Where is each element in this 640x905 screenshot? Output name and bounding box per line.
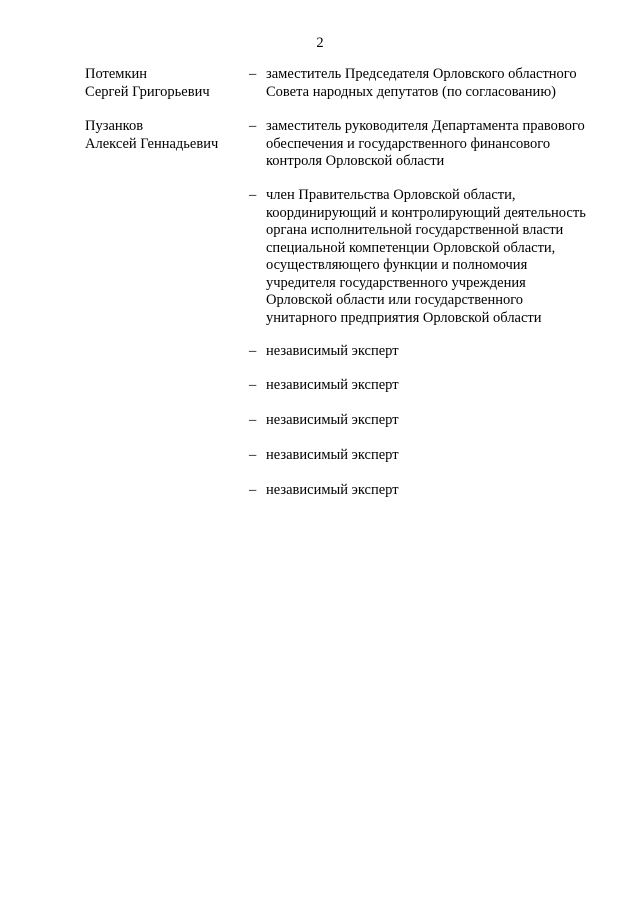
dash-separator: –: [249, 377, 257, 393]
role-line: Орловской области или государственного: [266, 292, 524, 308]
dash-separator: –: [249, 482, 257, 498]
role-line: осуществляющего функции и полномочия: [266, 257, 528, 273]
role-line: независимый эксперт: [266, 343, 399, 359]
member-name: [85, 66, 245, 101]
member-surname: Потемкин: [85, 66, 148, 82]
role-line: независимый эксперт: [266, 412, 399, 428]
member-role: [266, 377, 611, 395]
role-line: унитарного предприятия Орловской области: [266, 309, 542, 326]
member-role: [266, 412, 611, 430]
member-role: [266, 447, 611, 465]
member-given-names: Алексей Геннадьевич: [85, 135, 219, 152]
page-number: 2: [316, 35, 324, 51]
role-line: контроля Орловской области: [266, 153, 445, 169]
role-line: заместитель Председателя Орловского областного: [266, 66, 577, 82]
dash-separator: –: [249, 118, 257, 134]
role-line: обеспечения и государственного финансового: [266, 135, 551, 152]
role-line: независимый эксперт: [266, 482, 399, 498]
role-line: координирующий и контролирующий деятельность: [266, 204, 586, 221]
member-name: [85, 118, 245, 153]
role-line: независимый эксперт: [266, 447, 399, 463]
member-role: [266, 482, 611, 500]
role-line: органа исполнительной государственной власти: [266, 222, 564, 238]
dash-separator: –: [249, 343, 257, 359]
role-line: Совета народных депутатов (по согласованию): [266, 83, 556, 100]
role-line: учредителя государственного учреждения: [266, 274, 526, 291]
role-line: член Правительства Орловской области,: [266, 187, 516, 203]
member-role: [266, 66, 611, 101]
role-line: специальной компетенции Орловской области,: [266, 239, 556, 256]
role-line: независимый эксперт: [266, 377, 399, 393]
dash-separator: –: [249, 447, 257, 463]
dash-separator: –: [249, 187, 257, 203]
member-given-names: Сергей Григорьевич: [85, 83, 210, 100]
member-role: [266, 343, 611, 361]
role-line: заместитель руководителя Департамента правового: [266, 118, 585, 134]
dash-separator: –: [249, 66, 257, 82]
dash-separator: –: [249, 412, 257, 428]
member-role: [266, 187, 611, 327]
member-role: [266, 118, 611, 171]
member-surname: Пузанков: [85, 118, 144, 134]
